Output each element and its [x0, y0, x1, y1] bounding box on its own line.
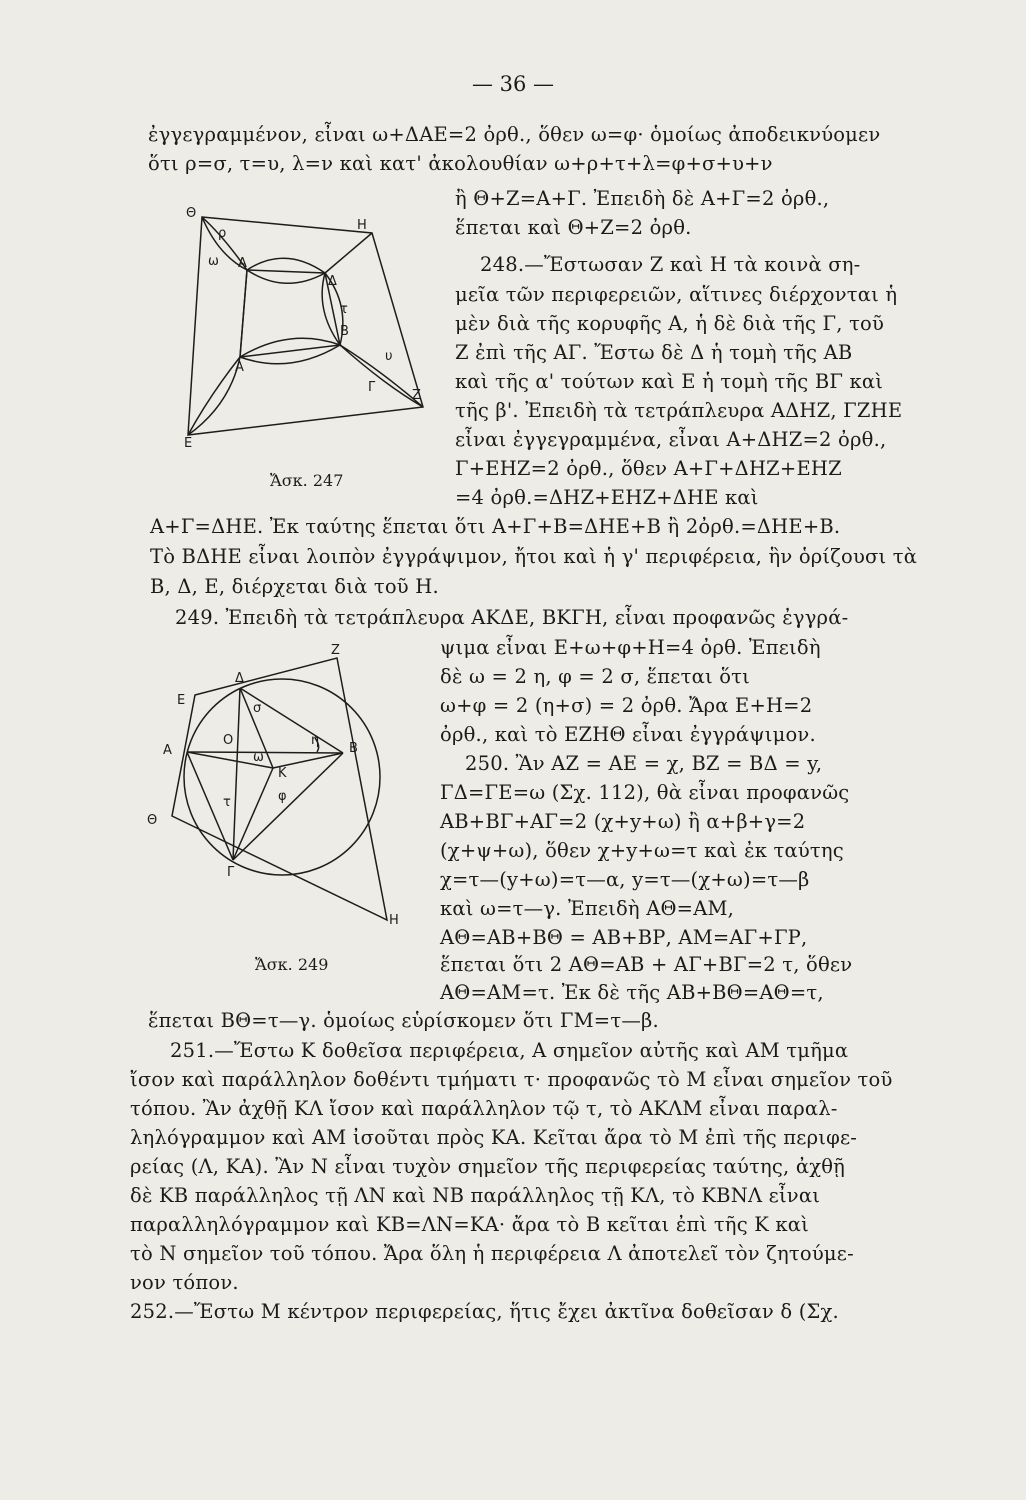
figure-247-caption: Ἄσκ. 247 — [270, 471, 344, 490]
fig247-label-tau: τ — [340, 302, 348, 317]
fig249-label-epsilon: Ε — [177, 693, 186, 708]
text-line: =4 ὀρθ.=ΔΗΖ+ΕΗΖ+ΔΗΕ καὶ — [455, 486, 759, 509]
text-line: μὲν διὰ τῆς κορυφῆς Α, ἡ δὲ διὰ τῆς Γ, τοῦ — [455, 312, 885, 335]
fig247-diag-2 — [325, 233, 372, 273]
text-line: ΑΒ+ΒΓ+ΑΓ=2 (χ+y+ω) ἢ α+β+γ=2 — [440, 810, 806, 833]
text-line: ἕπεται ὅτι 2 ΑΘ=ΑΒ + ΑΓ+ΒΓ=2 τ, ὅθεν — [440, 953, 853, 976]
text-line: Β, Δ, Ε, διέρχεται διὰ τοῦ Η. — [150, 575, 439, 598]
fig249-label-gamma: Γ — [227, 865, 235, 880]
fig249-line-g-k — [233, 768, 273, 860]
figure-249 — [145, 640, 405, 940]
text-line: 251.—Ἔστω Κ δοθεῖσα περιφέρεια, Α σημεῖον αὐτῆς καὶ ΑΜ τμῆμα — [170, 1039, 849, 1062]
fig249-label-delta: Δ — [235, 671, 244, 686]
text-line: ρείας (Λ, ΚΑ). Ἂν Ν εἶναι τυχὸν σημεῖον τῆς περιφερείας ταύτης, ἀχθῇ — [130, 1155, 846, 1178]
text-line: ἴσον καὶ παράλληλον δοθέντι τμήματι τ· προφανῶς τὸ Μ εἶναι σημεῖον τοῦ — [130, 1068, 893, 1091]
fig247-label-theta: Θ — [186, 206, 197, 221]
fig247-arc-6 — [340, 345, 423, 407]
fig247-label-epsilon: Ε — [184, 436, 193, 451]
text-line: Ζ ἐπὶ τῆς ΑΓ. Ἔστω δὲ Δ ἡ τομὴ τῆς ΑΒ — [455, 341, 853, 364]
fig247-label-rho: ρ — [218, 226, 227, 241]
fig249-label-sigma: σ — [253, 701, 262, 716]
text-line: καὶ ω=τ—γ. Ἐπειδὴ ΑΘ=ΑΜ, — [440, 897, 735, 920]
fig247-label-upsilon: υ — [385, 349, 393, 364]
text-line: 248.—Ἔστωσαν Ζ καὶ Η τὰ κοινὰ ση- — [480, 253, 861, 276]
fig247-label-zeta: Ζ — [412, 388, 421, 403]
text-line: ψιμα εἶναι Ε+ω+φ+Η=4 ὀρθ. Ἐπειδὴ — [440, 636, 821, 659]
text-line: ἐγγεγραμμένον, εἶναι ω+ΔΑΕ=2 ὀρθ., ὅθεν ω=φ· ὁμοίως ἀποδεικνύομεν — [148, 123, 881, 146]
page-number: — 36 — — [471, 72, 555, 96]
text-line: εἶναι ἐγγεγραμμένα, εἶναι Α+ΔΗΖ=2 ὀρθ., — [455, 428, 887, 451]
text-line: Γ+ΕΗΖ=2 ὀρθ., ὅθεν Α+Γ+ΔΗΖ+ΕΗΖ — [455, 457, 842, 480]
text-line: ω+φ = 2 (η+σ) = 2 ὀρθ. Ἄρα Ε+Η=2 — [440, 694, 813, 717]
fig249-label-alpha: Α — [163, 743, 172, 758]
text-line: 252.—Ἔστω Μ κέντρον περιφερείας, ἥτις ἔχει ἀκτῖνα δοθεῖσαν δ (Σχ. — [130, 1300, 839, 1323]
fig249-label-zeta: Ζ — [331, 643, 340, 658]
fig247-label-delta: Δ — [328, 274, 337, 289]
fig247-arc-5 — [188, 357, 240, 435]
text-line: δὲ ω = 2 η, φ = 2 σ, ἕπεται ὅτι — [440, 665, 750, 688]
text-line: Τὸ ΒΔΗΕ εἶναι λοιπὸν ἐγγράψιμον, ἤτοι καὶ ἡ γ' περιφέρεια, ἣν ὁρίζουσι τὰ — [150, 545, 918, 568]
text-line: (χ+ψ+ω), ὅθεν χ+y+ω=τ καὶ ἐκ ταύτης — [440, 839, 844, 862]
text-line: χ=τ—(y+ω)=τ—α, y=τ—(χ+ω)=τ—β — [440, 868, 810, 891]
fig249-label-omicron: Ο — [223, 733, 234, 748]
text-line: 249. Ἐπειδὴ τὰ τετράπλευρα ΑΚΔΕ, ΒΚΓΗ, εἶναι προφανῶς ἐγγρά- — [175, 606, 849, 629]
fig247-label-gamma: Γ — [368, 380, 376, 395]
fig247-label-eta: Η — [357, 218, 367, 233]
text-line: ἢ Θ+Ζ=Α+Γ. Ἐπειδὴ δὲ Α+Γ=2 ὀρθ., — [455, 187, 830, 210]
text-line: μεῖα τῶν περιφερειῶν, αἵτινες διέρχονται ἡ — [455, 283, 898, 306]
figure-249-caption: Ἄσκ. 249 — [255, 955, 329, 974]
fig249-label-phi: φ — [278, 789, 287, 804]
text-line: τόπου. Ἂν ἀχθῇ ΚΛ ἴσον καὶ παράλληλον τῷ τ, τὸ ΑΚΛΜ εἶναι παραλ- — [130, 1097, 838, 1120]
fig247-label-omega: ω — [208, 254, 219, 269]
text-line: Α+Γ=ΔΗΕ. Ἐκ ταύτης ἕπεται ὅτι Α+Γ+Β=ΔΗΕ+Β ἢ 2ὀρθ.=ΔΗΕ+Β. — [150, 515, 841, 538]
text-line: ἕπεται ΒΘ=τ—γ. ὁμοίως εὑρίσκομεν ὅτι ΓΜ=τ—β. — [148, 1009, 659, 1032]
fig249-line-d-b — [240, 688, 343, 753]
fig249-label-tau: τ — [223, 795, 231, 810]
fig249-label-kappa: Κ — [278, 766, 287, 781]
text-line: 250. Ἂν ΑΖ = ΑΕ = χ, ΒΖ = ΒΔ = y, — [465, 752, 823, 775]
fig249-line-a-b — [187, 752, 343, 753]
fig249-label-omega: ω — [253, 750, 264, 765]
text-line: νον τόπον. — [130, 1271, 239, 1294]
fig247-label-alpha-top: Α — [238, 256, 247, 271]
fig249-label-theta: Θ — [147, 813, 158, 828]
text-line: καὶ τῆς α' τούτων καὶ Ε ἡ τομὴ τῆς ΒΓ καὶ — [455, 370, 884, 393]
fig247-outer-quad — [188, 217, 423, 435]
text-line: ὀρθ., καὶ τὸ ΕΖΗΘ εἶναι ἐγγράψιμον. — [440, 723, 816, 746]
fig247-label-beta: Β — [340, 324, 349, 339]
fig249-label-eta: Η — [389, 913, 399, 928]
fig249-line-d-g — [233, 688, 240, 860]
text-line: δὲ ΚΒ παράλληλος τῇ ΛΝ καὶ ΝΒ παράλληλος τῇ ΚΛ, τὸ ΚΒΝΛ εἶναι — [130, 1184, 821, 1207]
fig249-label-beta: Β — [349, 741, 358, 756]
text-line: ληλόγραμμον καὶ ΑΜ ἰσοῦται πρὸς ΚΑ. Κεῖται ἄρα τὸ Μ ἐπὶ τῆς περιφε- — [130, 1126, 858, 1149]
text-line: ἕπεται καὶ Θ+Ζ=2 ὀρθ. — [455, 216, 692, 239]
text-line: ΓΔ=ΓΕ=ω (Σχ. 112), θὰ εἶναι προφανῶς — [440, 781, 850, 804]
fig249-line-b-g — [233, 753, 343, 860]
fig249-label-eta-small: η — [311, 733, 320, 748]
text-line: ὅτι ρ=σ, τ=υ, λ=ν καὶ κατ' ἀκολουθίαν ω+ρ+τ+λ=φ+σ+υ+ν — [148, 152, 773, 175]
text-line: τὸ Ν σημεῖον τοῦ τόπου. Ἄρα ὅλη ἡ περιφέρεια Λ ἀποτελεῖ τὸν ζητούμε- — [130, 1242, 854, 1265]
text-line: ΑΘ=ΑΜ=τ. Ἐκ δὲ τῆς ΑΒ+ΒΘ=ΑΘ=τ, — [440, 981, 824, 1004]
fig247-diag-1 — [240, 270, 247, 357]
text-line: τῆς β'. Ἐπειδὴ τὰ τετράπλευρα ΑΔΗΖ, ΓΖΗΕ — [455, 399, 903, 422]
fig247-label-alpha: Α — [235, 360, 244, 375]
figure-247 — [180, 185, 440, 460]
text-line: παραλληλόγραμμον καὶ ΚΒ=ΛΝ=ΚΑ· ἄρα τὸ Β κεῖται ἐπὶ τῆς Κ καὶ — [130, 1213, 809, 1236]
text-line: ΑΘ=ΑΒ+ΒΘ = ΑΒ+ΒΡ, ΑΜ=ΑΓ+ΓΡ, — [440, 926, 808, 949]
